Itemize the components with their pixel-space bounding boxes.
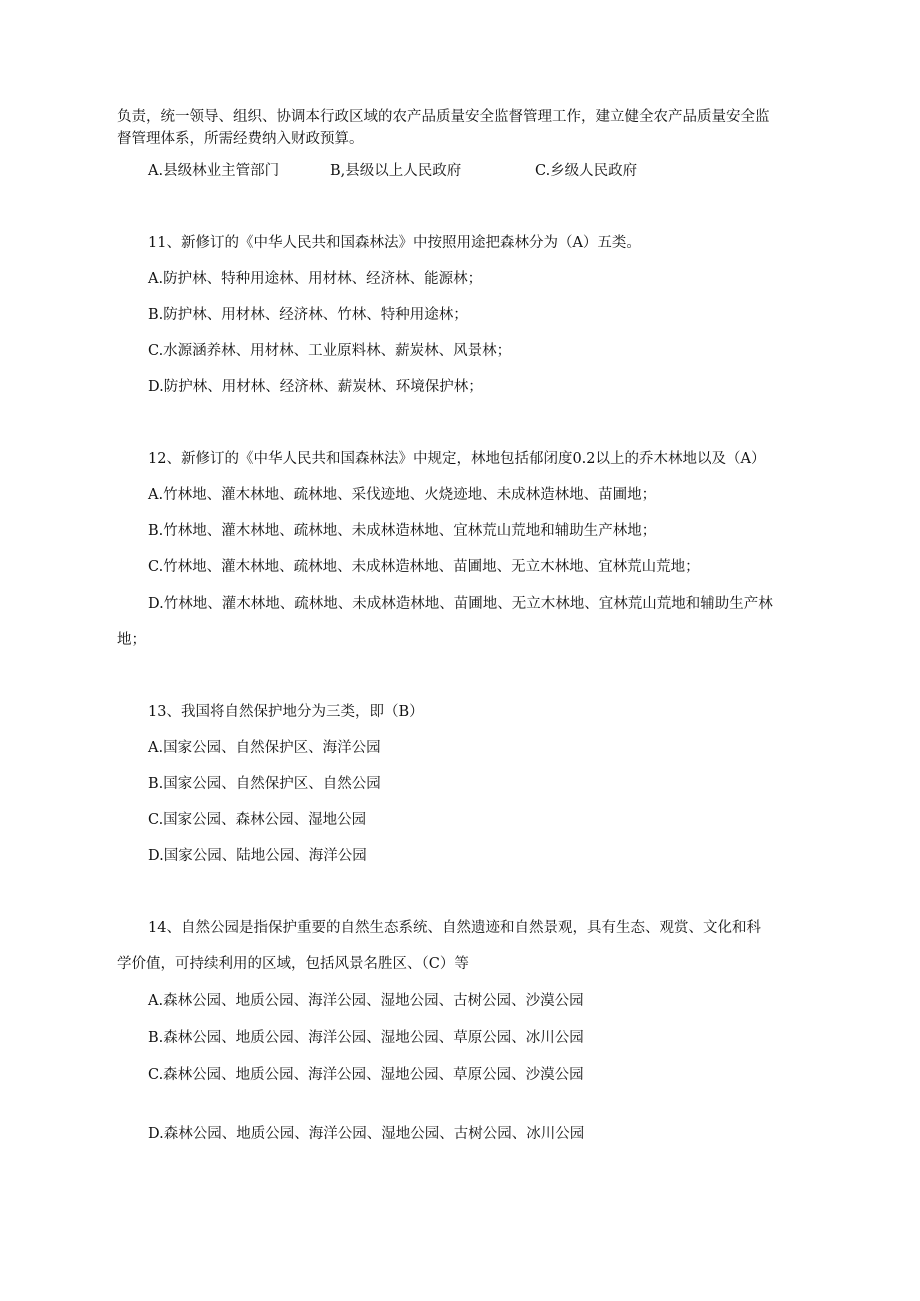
q11-option-a: A.防护林、特种用途林、用材林、经济林、能源林； xyxy=(148,271,483,287)
q12-option-a: A.竹林地、灌木林地、疏林地、采伐迹地、火烧迹地、未成林造林地、苗圃地； xyxy=(148,487,657,503)
q12-option-b: B.竹林地、灌木林地、疏林地、未成林造林地、宜林荒山荒地和辅助生产林地； xyxy=(148,523,657,539)
q14-option-b: B.森林公园、地质公园、海洋公园、湿地公园、草原公园、冰川公园 xyxy=(148,1030,584,1046)
question-11: 11、新修订的《中华人民共和国森林法》中按照用途把森林分为（A）五类。 xyxy=(148,235,641,251)
q13-option-b: B.国家公园、自然保护区、自然公园 xyxy=(148,776,381,792)
q13-option-d: D.国家公园、陆地公园、海洋公园 xyxy=(148,848,367,864)
q14-option-c: C.森林公园、地质公园、海洋公园、湿地公园、草原公园、沙漠公园 xyxy=(148,1067,584,1083)
q11-option-d: D.防护林、用材林、经济林、薪炭林、环境保护林； xyxy=(148,379,483,395)
q12-option-d: D.竹林地、灌木林地、疏林地、未成林造林地、苗圃地、无立木林地、宜林荒山荒地和辅助生产林 xyxy=(148,596,773,612)
intro-text-line-1: 负责，统一领导、组织、协调本行政区域的农产品质量安全监督管理工作，建立健全农产品质量安全监 xyxy=(117,109,770,125)
q12-option-c: C.竹林地、灌木林地、疏林地、未成林造林地、苗圃地、无立木林地、宜林荒山荒地； xyxy=(148,559,700,575)
question-13: 13、我国将自然保护地分为三类，即（B） xyxy=(148,704,424,720)
question-14-continued: 学价值，可持续利用的区域，包括风景名胜区、（C）等 xyxy=(117,956,469,972)
q14-option-a: A.森林公园、地质公园、海洋公园、湿地公园、古树公园、沙漠公园 xyxy=(148,993,584,1009)
intro-option-a: A.县级林业主管部门 xyxy=(148,163,280,179)
intro-options xyxy=(148,161,637,181)
q13-option-c: C.国家公园、森林公园、湿地公园 xyxy=(148,812,367,828)
intro-option-b: B,县级以上人民政府 xyxy=(330,163,462,179)
intro-option-c: C.乡级人民政府 xyxy=(535,163,638,179)
q12-option-d-continued: 地； xyxy=(117,632,146,648)
q13-option-a: A.国家公园、自然保护区、海洋公园 xyxy=(148,740,381,756)
question-14: 14、自然公园是指保护重要的自然生态系统、自然遗迹和自然景观，具有生态、观赏、文化和科 xyxy=(148,920,761,936)
intro-text-line-2: 督管理体系，所需经费纳入财政预算。 xyxy=(117,131,364,147)
question-12: 12、新修订的《中华人民共和国森林法》中规定，林地包括郁闭度0.2以上的乔木林地以及（A） xyxy=(148,451,766,467)
q11-option-b: B.防护林、用材林、经济林、竹林、特种用途林； xyxy=(148,307,468,323)
q11-option-c: C.水源涵养林、用材林、工业原料林、薪炭林、风景林； xyxy=(148,343,512,359)
q14-option-d: D.森林公园、地质公园、海洋公园、湿地公园、古树公园、冰川公园 xyxy=(148,1126,585,1142)
